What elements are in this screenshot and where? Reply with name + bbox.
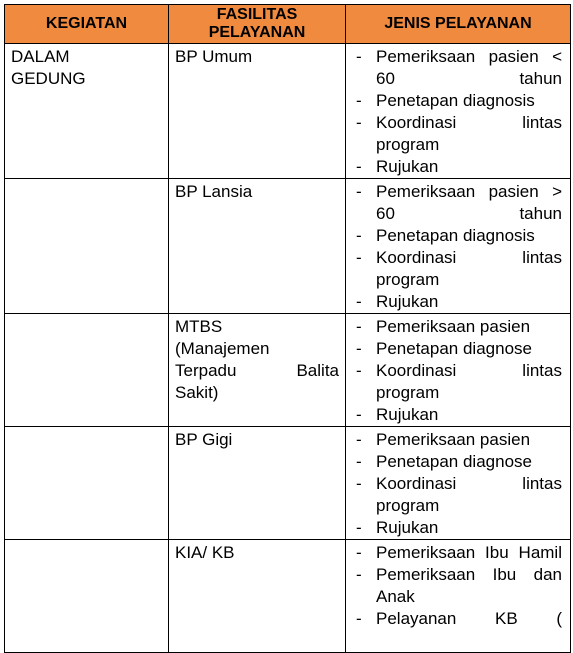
table-row: [5, 540, 571, 653]
list-item: - Pemeriksaan pasien: [354, 316, 562, 338]
kegiatan-cell: [5, 427, 169, 540]
list-item: - Pemeriksaan pasien > 60 tahun: [354, 181, 562, 225]
fasilitas-line2: (Manajemen: [175, 339, 270, 358]
fasilitas-cell: BP Gigi: [169, 427, 346, 540]
fasilitas-cell: [169, 314, 346, 427]
header-fasilitas-line1: FASILITAS: [216, 6, 298, 23]
list-item: - Koordinasi lintas program: [354, 112, 562, 156]
kegiatan-cell: [5, 314, 169, 427]
list-item: - Koordinasi lintas program: [354, 360, 562, 404]
services-table: [4, 4, 571, 653]
header-kegiatan: KEGIATAN: [5, 5, 169, 44]
fasilitas-line3: Terpadu Balita: [175, 361, 339, 380]
list-item: - Koordinasi lintas program: [354, 473, 562, 517]
list-item: - Rujukan: [354, 291, 562, 313]
layanan-cell: [346, 44, 571, 179]
layanan-list: [354, 46, 562, 178]
kegiatan-cell: [5, 540, 169, 653]
list-item: - Pemeriksaan Ibu Hamil: [354, 542, 562, 564]
layanan-list: [354, 429, 562, 539]
list-item: - Rujukan: [354, 156, 562, 178]
fasilitas-line4: Sakit): [175, 383, 219, 402]
fasilitas-cell: BP Umum: [169, 44, 346, 179]
list-item: - Pemeriksaan pasien: [354, 429, 562, 451]
kegiatan-line1: DALAM: [11, 47, 70, 66]
list-item: - Penetapan diagnose: [354, 451, 562, 473]
fasilitas-line1: MTBS: [175, 317, 223, 336]
fasilitas-cell: KIA/ KB: [169, 540, 346, 653]
layanan-cell: [346, 179, 571, 314]
header-jenis: JENIS PELAYANAN: [346, 5, 571, 44]
header-fasilitas-line2: PELAYANAN: [208, 24, 306, 41]
list-item: - Koordinasi lintas program: [354, 247, 562, 291]
kegiatan-line2: GEDUNG: [11, 69, 86, 88]
layanan-cell: [346, 427, 571, 540]
header-row: [5, 5, 571, 44]
list-item: - Rujukan: [354, 517, 562, 539]
fasilitas-cell: BP Lansia: [169, 179, 346, 314]
table-row: [5, 314, 571, 427]
list-item: - Pemeriksaan pasien < 60 tahun: [354, 46, 562, 90]
list-item: - Pemeriksaan Ibu dan Anak: [354, 564, 562, 608]
list-item: - Penetapan diagnose: [354, 338, 562, 360]
layanan-cell: [346, 540, 571, 653]
header-fasilitas: [169, 5, 346, 44]
layanan-list: [354, 316, 562, 426]
table-row: [5, 44, 571, 179]
kegiatan-cell: [5, 44, 169, 179]
list-item: - Penetapan diagnosis: [354, 225, 562, 247]
layanan-list: [354, 181, 562, 313]
layanan-list: [354, 542, 562, 630]
table-row: [5, 179, 571, 314]
table-row: [5, 427, 571, 540]
kegiatan-cell: [5, 179, 169, 314]
layanan-cell: [346, 314, 571, 427]
list-item: - Rujukan: [354, 404, 562, 426]
list-item: - Penetapan diagnosis: [354, 90, 562, 112]
list-item: - Pelayanan KB (: [354, 608, 562, 630]
